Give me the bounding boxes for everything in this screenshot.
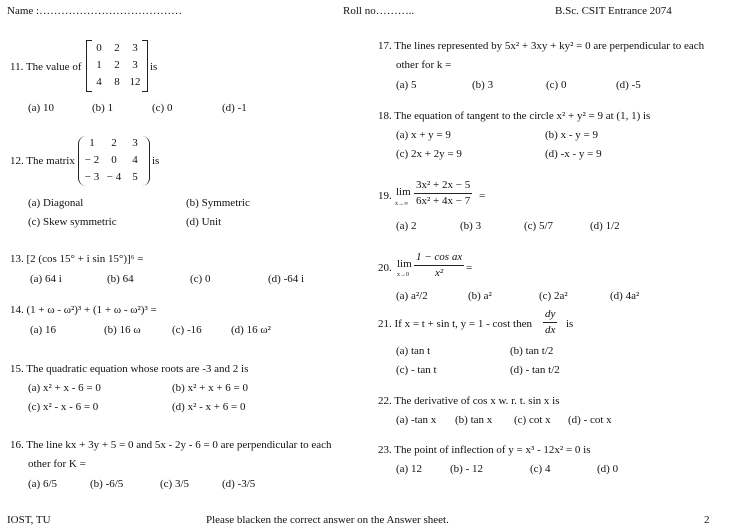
option-c[interactable]: (c) 2x + 2y = 9 — [396, 148, 462, 160]
footer-instruction: Please blacken the correct answer on the Answer sheet. — [206, 514, 449, 526]
matrix-cell: 1 — [96, 59, 102, 71]
option-a[interactable]: (a) 5 — [396, 79, 417, 91]
option-a[interactable]: (a) 2 — [396, 220, 417, 232]
question-14-text: 14. (1 + ω - ω²)³ + (1 + ω - ω²)³ = — [10, 304, 157, 316]
exam-title: B.Sc. CSIT Entrance 2074 — [555, 5, 672, 17]
matrix-cell: 2 — [111, 137, 117, 149]
matrix-cell: 0 — [96, 42, 102, 54]
option-c[interactable]: (c) 3/5 — [160, 478, 190, 490]
matrix-cell: 1 — [89, 137, 95, 149]
option-d[interactable]: (d) Unit — [186, 216, 222, 228]
option-a[interactable]: (a) x + y = 9 — [396, 129, 451, 141]
question-21-suffix: is — [566, 318, 574, 330]
question-13-text: 13. [2 (cos 15° + i sin 15°)]⁶ = — [10, 253, 144, 265]
option-c[interactable]: (c) 0 — [546, 79, 567, 91]
matrix-cell: 2 — [114, 59, 120, 71]
option-a[interactable]: (a) -tan x — [396, 414, 437, 426]
option-b[interactable]: (b) 64 — [107, 273, 134, 285]
option-a[interactable]: (a) 64 i — [30, 273, 62, 285]
roll-number-label: Roll no……….. — [343, 5, 415, 17]
option-a[interactable]: (a) a²/2 — [396, 290, 428, 302]
matrix-cell: − 3 — [84, 171, 100, 183]
fraction-numerator: 3x² + 2x − 5 — [414, 179, 472, 194]
option-b[interactable]: (b) 3 — [472, 79, 494, 91]
option-d[interactable]: (d) 16 ω² — [231, 324, 271, 336]
option-d[interactable]: (d) 1/2 — [590, 220, 620, 232]
option-a[interactable]: (a) Diagonal — [28, 197, 84, 209]
fraction-denominator: 6x² + 4x − 7 — [416, 195, 471, 208]
question-12-suffix: is — [152, 155, 160, 167]
option-d[interactable]: (d) -1 — [222, 102, 247, 114]
question-20-number: 20. — [378, 262, 392, 274]
matrix-cell: 8 — [114, 76, 120, 88]
option-c[interactable]: (c) -16 — [172, 324, 202, 336]
option-a[interactable]: (a) 16 — [30, 324, 56, 336]
limit-operator: lim — [396, 186, 411, 198]
fraction-numerator: 1 − cos ax — [414, 251, 464, 266]
option-d[interactable]: (d) x² - x + 6 = 0 — [172, 401, 246, 413]
fraction-numerator: dy — [543, 308, 557, 323]
option-d[interactable]: (d) 4a² — [610, 290, 640, 302]
option-c[interactable]: (c) x² - x - 6 = 0 — [28, 401, 99, 413]
option-b[interactable]: (b) 3 — [460, 220, 482, 232]
option-b[interactable]: (b) tan t/2 — [510, 345, 554, 357]
question-16-text-continued: other for K = — [28, 458, 86, 470]
option-c[interactable]: (c) Skew symmetric — [28, 216, 117, 228]
option-b[interactable]: (b) a² — [468, 290, 492, 302]
option-b[interactable]: (b) 16 ω — [104, 324, 141, 336]
page-number: 2 — [704, 514, 710, 526]
question-11-text: 11. The value of — [10, 61, 82, 73]
option-d[interactable]: (d) 0 — [597, 463, 619, 475]
matrix-cell: 3 — [132, 59, 138, 71]
matrix-cell: 4 — [96, 76, 102, 88]
question-15-text: 15. The quadratic equation whose roots are -3 and 2 is — [10, 363, 249, 375]
matrix-cell: 2 — [114, 42, 120, 54]
footer-institution: IOST, TU — [7, 514, 51, 526]
matrix-cell: 12 — [129, 76, 141, 88]
option-a[interactable]: (a) x² + x - 6 = 0 — [28, 382, 101, 394]
question-22-text: 22. The derivative of cos x w. r. t. sin x is — [378, 395, 560, 407]
option-d[interactable]: (d) -3/5 — [222, 478, 256, 490]
option-d[interactable]: (d) - cot x — [568, 414, 612, 426]
option-b[interactable]: (b) x² + x + 6 = 0 — [172, 382, 248, 394]
question-18-text: 18. The equation of tangent to the circle x² + y² = 9 at (1, 1) is — [378, 110, 651, 122]
matrix-cell: 4 — [132, 154, 138, 166]
matrix-cell: 5 — [132, 171, 138, 183]
matrix-cell: 0 — [111, 154, 117, 166]
equals-sign: = — [479, 190, 486, 202]
option-a[interactable]: (a) 12 — [396, 463, 422, 475]
option-a[interactable]: (a) 6/5 — [28, 478, 58, 490]
option-c[interactable]: (c) 0 — [152, 102, 173, 114]
matrix-cell: − 2 — [84, 154, 100, 166]
option-b[interactable]: (b) - 12 — [450, 463, 483, 475]
option-c[interactable]: (c) 4 — [530, 463, 551, 475]
matrix-cell: − 4 — [106, 171, 122, 183]
matrix-cell: 3 — [132, 42, 138, 54]
question-21-fraction — [543, 308, 557, 337]
option-b[interactable]: (b) x - y = 9 — [545, 129, 598, 141]
matrix-cell: 3 — [132, 137, 138, 149]
option-b[interactable]: (b) Symmetric — [186, 197, 250, 209]
limit-subscript: x→∞ — [395, 201, 409, 207]
option-c[interactable]: (c) 5/7 — [524, 220, 554, 232]
question-20-fraction — [414, 251, 464, 280]
option-d[interactable]: (d) -x - y = 9 — [545, 148, 602, 160]
option-c[interactable]: (c) 0 — [190, 273, 211, 285]
option-c[interactable]: (c) 2a² — [539, 290, 568, 302]
option-d[interactable]: (d) -5 — [616, 79, 641, 91]
limit-subscript: x→0 — [397, 272, 409, 278]
fraction-denominator: x² — [435, 267, 444, 280]
option-d[interactable]: (d) - tan t/2 — [510, 364, 560, 376]
question-11-suffix: is — [150, 61, 158, 73]
fraction-denominator: dx — [545, 324, 556, 337]
option-b[interactable]: (b) -6/5 — [90, 478, 124, 490]
limit-operator: lim — [397, 258, 412, 270]
question-11-matrix — [86, 40, 148, 92]
option-b[interactable]: (b) tan x — [455, 414, 493, 426]
question-19-fraction — [414, 179, 472, 208]
option-a[interactable]: (a) 10 — [28, 102, 54, 114]
question-12-text: 12. The matrix — [10, 155, 75, 167]
question-12-matrix — [78, 136, 150, 186]
question-21-text: 21. If x = t + sin t, y = 1 - cost then — [378, 318, 532, 330]
option-d[interactable]: (d) -64 i — [268, 273, 305, 285]
question-23-text: 23. The point of inflection of y = x³ - 12x² = 0 is — [378, 444, 591, 456]
option-c[interactable]: (c) cot x — [514, 414, 551, 426]
question-17-text-continued: other for k = — [396, 59, 452, 71]
question-16-text: 16. The line kx + 3y + 5 = 0 and 5x - 2y - 6 = 0 are perpendicular to each — [10, 439, 332, 451]
name-field-label: Name :………………………………… — [7, 5, 183, 17]
option-c[interactable]: (c) - tan t — [396, 364, 437, 376]
option-b[interactable]: (b) 1 — [92, 102, 114, 114]
question-17-text: 17. The lines represented by 5x² + 3xy + ky² = 0 are perpendicular to each — [378, 40, 705, 52]
equals-sign: = — [466, 262, 473, 274]
question-19-number: 19. — [378, 190, 392, 202]
option-a[interactable]: (a) tan t — [396, 345, 431, 357]
